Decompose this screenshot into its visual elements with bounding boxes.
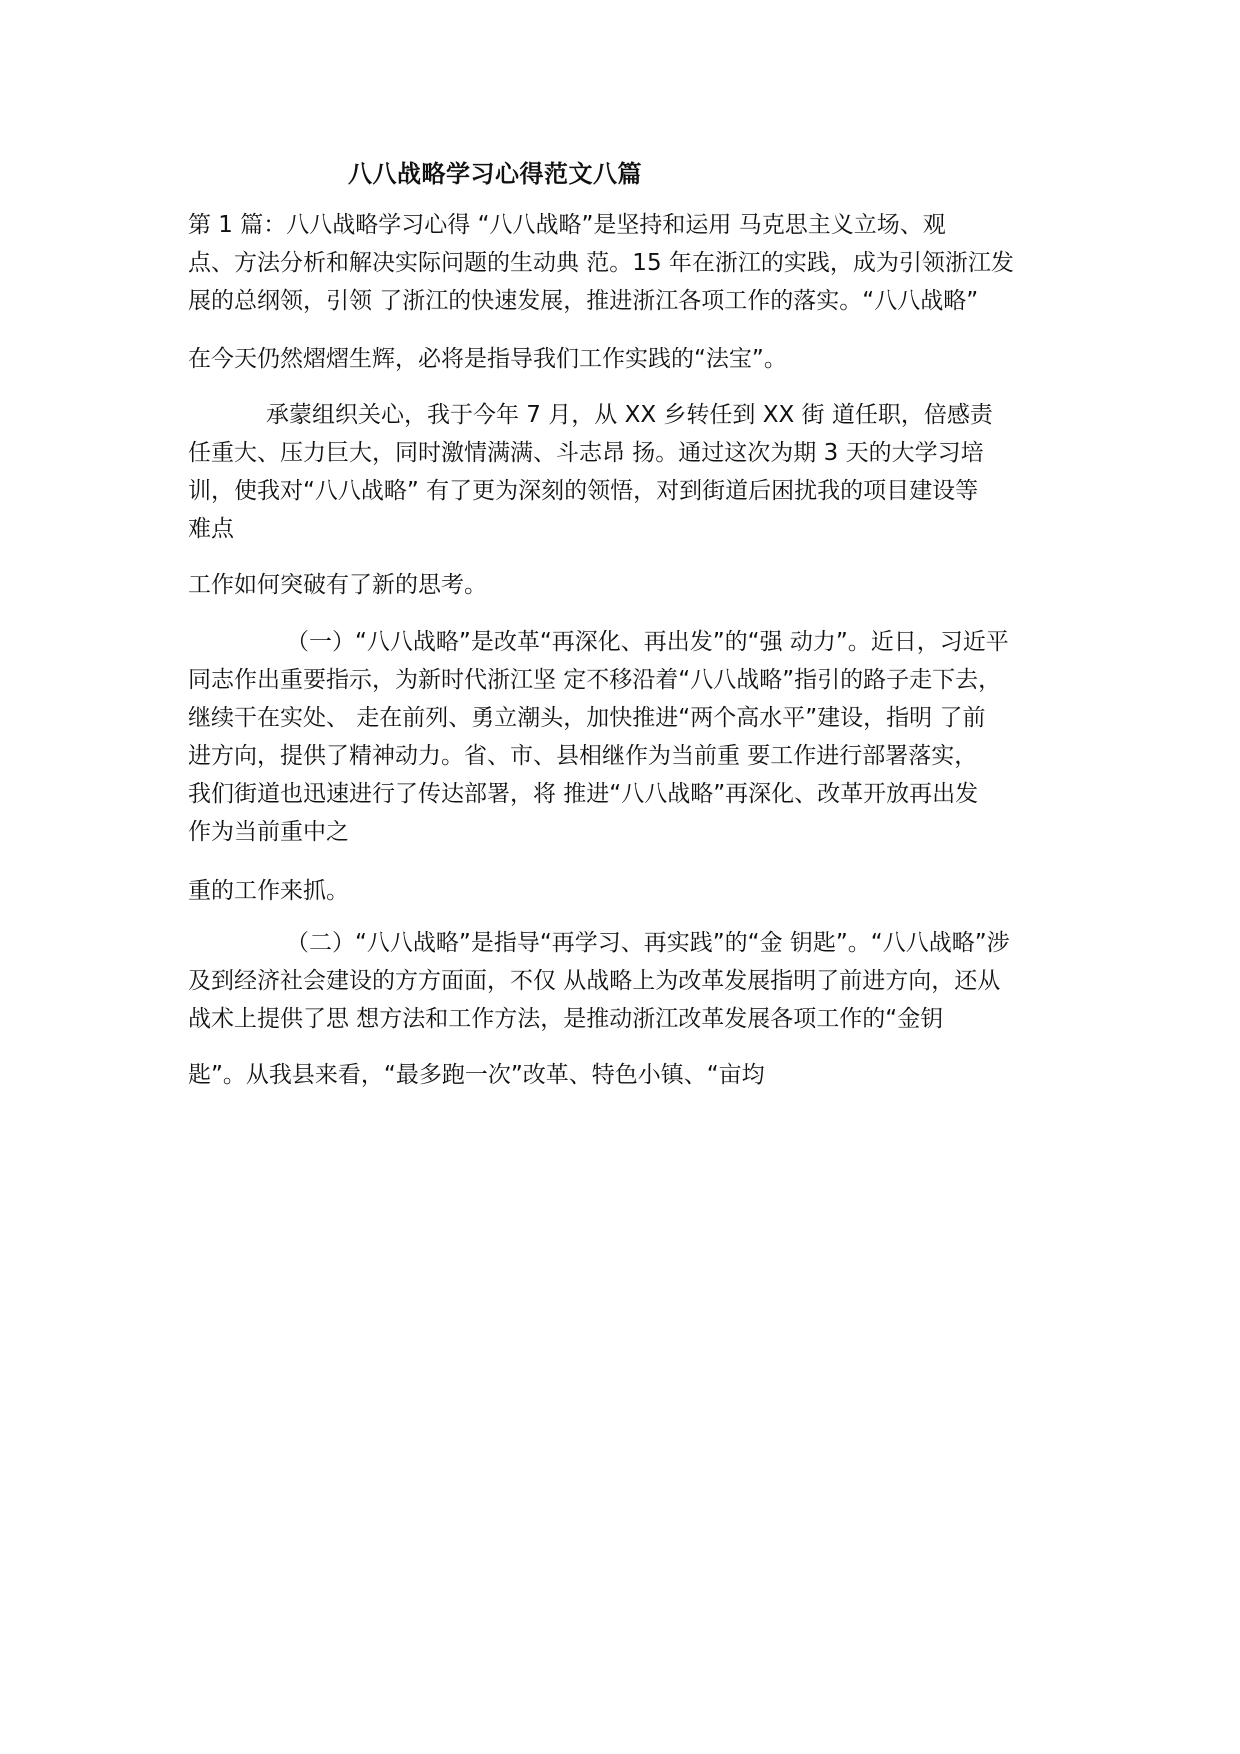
text-line: 第 1 篇：八八战略学习心得 “八八战略”是坚持和运用 马克思主义立场、观	[188, 212, 946, 238]
text-line: （一）“八八战略”是改革“再深化、再出发”的“强 动力”。近日，习近平	[286, 629, 1009, 655]
text-line: 难点	[188, 516, 234, 542]
text-line: 同志作出重要指示，为新时代浙江坚 定不移沿着“八八战略”指引的路子走下去，	[188, 667, 1002, 693]
text-line: 匙”。从我县来看，“最多跑一次”改革、特色小镇、“亩均	[188, 1062, 765, 1088]
text-line: 作为当前重中之	[188, 819, 349, 845]
text-line: 战术上提供了思 想方法和工作方法，是推动浙江改革发展各项工作的“金钥	[188, 1006, 944, 1032]
text-line: 任重大、压力巨大，同时激情满满、斗志昂 扬。通过这次为期 3 天的大学习培	[188, 440, 984, 466]
text-line: 训，使我对“八八战略” 有了更为深刻的领悟，对到街道后困扰我的项目建设等	[188, 478, 979, 504]
text-line: 工作如何突破有了新的思考。	[188, 572, 487, 598]
text-line: 重的工作来抓。	[188, 878, 349, 904]
text-line: 在今天仍然熠熠生辉，必将是指导我们工作实践的“法宝”。	[188, 346, 787, 372]
text-line: 及到经济社会建设的方方面面，不仅 从战略上为改革发展指明了前进方向，还从	[188, 968, 1001, 994]
text-line: （二）“八八战略”是指导“再学习、再实践”的“金 钥匙”。“八八战略”涉	[286, 930, 1010, 956]
text-line: 继续干在实处、 走在前列、勇立潮头，加快推进“两个高水平”建设，指明 了前	[188, 705, 986, 731]
text-line: 承蒙组织关心，我于今年 7 月，从 XX 乡转任到 XX 街 道任职，倍感责	[266, 402, 993, 428]
text-line: 我们街道也迅速进行了传达部署，将 推进“八八战略”再深化、改革开放再出发	[188, 781, 979, 807]
document-title: 八八战略学习心得范文八篇	[348, 160, 642, 188]
text-line: 进方向，提供了精神动力。省、市、县相继作为当前重 要工作进行部署落实，	[188, 743, 978, 769]
text-line: 点、方法分析和解决实际问题的生动典 范。15 年在浙江的实践，成为引领浙江发	[188, 250, 1014, 276]
text-line: 展的总纲领，引领 了浙江的快速发展，推进浙江各项工作的落实。“八八战略”	[188, 288, 979, 314]
